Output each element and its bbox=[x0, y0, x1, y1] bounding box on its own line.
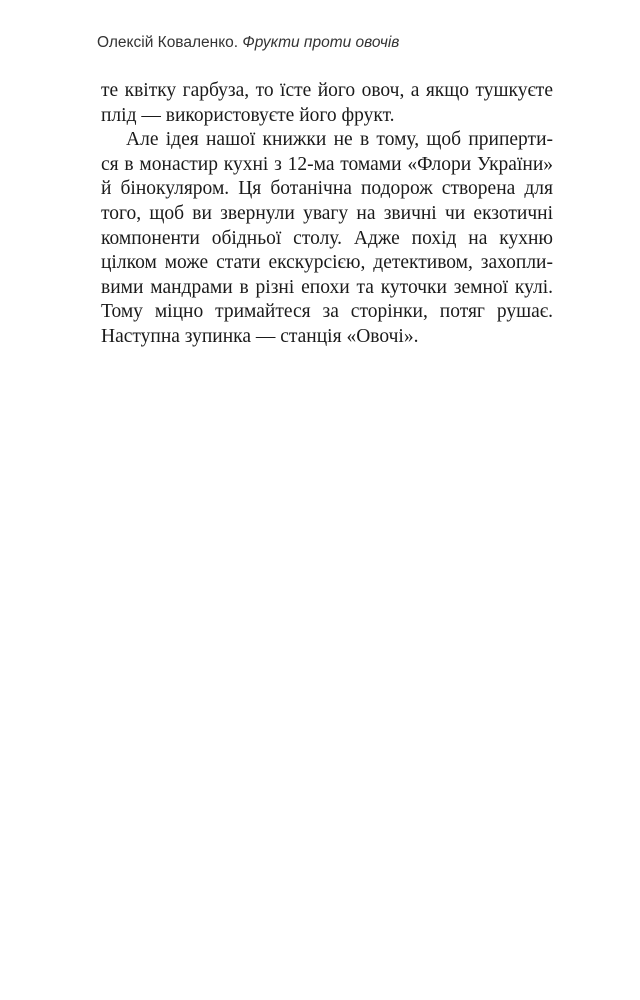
text-line: компоненти обідньої столу. Адже похід на кухню bbox=[101, 227, 553, 249]
text-line: Наступна зупинка — станція «Овочі». bbox=[101, 325, 419, 347]
text-line: те квітку гарбуза, то їсте його овоч, а якщо тушкуєте bbox=[101, 80, 553, 101]
text-line: Тому міцно тримайтеся за сторінки, потяг рушає. bbox=[101, 301, 553, 323]
text-line: цілком може стати екскурсією, детективом, захопли- bbox=[101, 252, 553, 274]
paragraph bbox=[101, 128, 553, 349]
text-line: Але ідея нашої книжки не в тому, щоб приперти- bbox=[126, 129, 553, 151]
paragraph bbox=[101, 79, 553, 128]
book-title: Фрукти проти овочів bbox=[242, 34, 400, 51]
text-line: плід — використовуєте його фрукт. bbox=[101, 104, 395, 126]
author-name: Олексій Коваленко. bbox=[97, 34, 239, 51]
running-head bbox=[97, 34, 399, 52]
text-line: ся в монастир кухні з 12-ма томами «Флори України» bbox=[101, 153, 553, 175]
text-line: того, щоб ви звернули увагу на звичні чи екзотичні bbox=[101, 202, 553, 224]
text-line: вими мандрами в різні епохи та куточки земної кулі. bbox=[101, 276, 553, 298]
body-text bbox=[101, 79, 553, 350]
text-line: й бінокуляром. Ця ботанічна подорож створена для bbox=[101, 178, 553, 200]
